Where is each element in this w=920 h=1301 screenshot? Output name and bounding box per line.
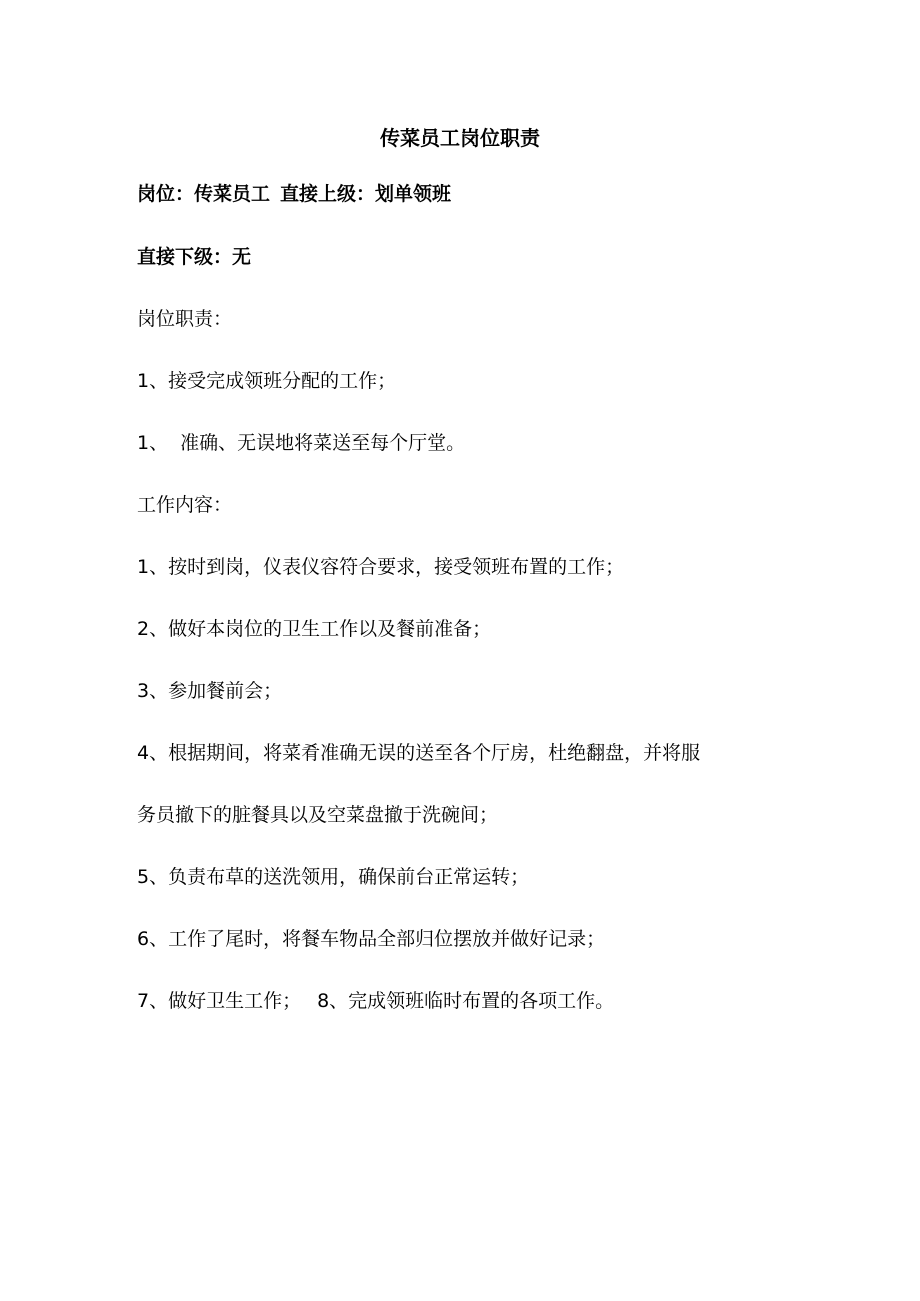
subordinate-line: 直接下级：无 bbox=[137, 246, 252, 268]
work-item: 5、负责布草的送洗领用，确保前台正常运转； bbox=[137, 866, 530, 888]
work-item: 1、按时到岗，仪表仪容符合要求，接受领班布置的工作； bbox=[137, 556, 625, 578]
work-heading: 工作内容： bbox=[137, 494, 233, 516]
document-title: 传菜员工岗位职责 bbox=[380, 126, 540, 150]
work-item: 8、完成领班临时布置的各项工作。 bbox=[317, 990, 615, 1012]
superior-label: 直接上级：划单领班 bbox=[280, 183, 452, 205]
work-item: 6、工作了尾时，将餐车物品全部归位摆放并做好记录； bbox=[137, 928, 606, 950]
position-line bbox=[137, 180, 451, 208]
work-item: 7、做好卫生工作； bbox=[137, 990, 302, 1012]
position-label: 岗位：传菜员工 bbox=[137, 183, 271, 205]
work-item: 2、做好本岗位的卫生工作以及餐前准备； bbox=[137, 618, 492, 640]
work-item-pair bbox=[137, 987, 614, 1015]
duty-item: 1、接受完成领班分配的工作； bbox=[137, 370, 397, 392]
work-item: 3、参加餐前会； bbox=[137, 680, 283, 702]
work-item-continuation: 务员撤下的脏餐具以及空菜盘撤于洗碗间； bbox=[137, 804, 499, 826]
duties-heading: 岗位职责： bbox=[137, 308, 233, 330]
duty-item: 1、 准确、无误地将菜送至每个厅堂。 bbox=[137, 432, 466, 454]
work-item: 4、根据期间，将菜肴准确无误的送至各个厅房，杜绝翻盘，并将服 bbox=[137, 742, 701, 764]
